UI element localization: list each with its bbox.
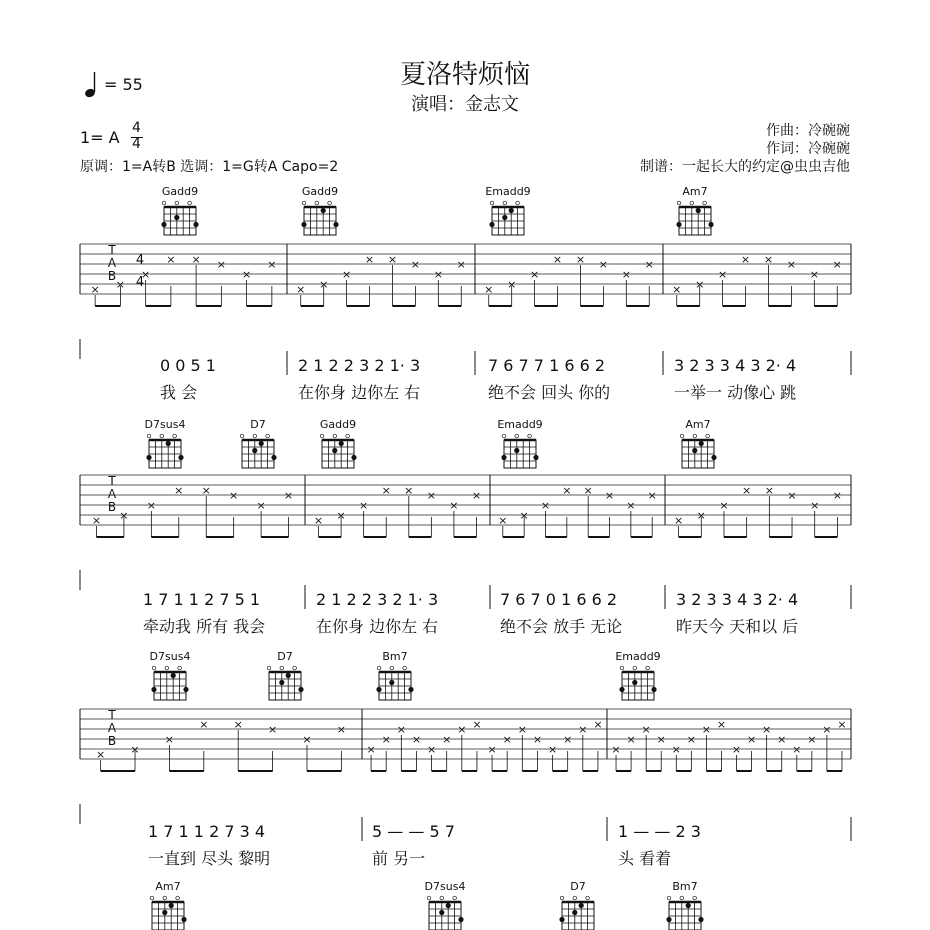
open-string-mark: [147, 434, 151, 438]
open-string-mark: [667, 896, 671, 900]
tab-note: ×: [672, 283, 682, 296]
tab-note: ×: [313, 514, 324, 527]
key-info: 原调：1=A转B 选调：1=G转A Capo=2: [80, 159, 339, 175]
tab-note: ×: [507, 278, 517, 291]
finger-dot: [376, 687, 381, 692]
open-string-mark: [502, 434, 506, 438]
tab-note: ×: [433, 268, 443, 281]
tab-note: ×: [647, 489, 657, 502]
open-string-mark: [677, 201, 681, 205]
finger-dot: [489, 222, 494, 227]
open-string-mark: [633, 666, 637, 670]
open-string-mark: [173, 434, 177, 438]
lyric-line: 绝不会 回头 你的: [488, 383, 611, 402]
tab-note: ×: [671, 743, 681, 756]
tab-note: ×: [719, 499, 729, 512]
chord-name: Emadd9: [615, 650, 661, 663]
open-string-mark: [516, 201, 520, 205]
finger-dot: [174, 215, 179, 220]
chord-name: D7sus4: [424, 880, 466, 893]
chord-diagram: [680, 434, 716, 468]
chord-diagram: [619, 666, 656, 700]
chord-diagram: [376, 666, 413, 700]
tab-note: ×: [746, 733, 757, 746]
finger-dot: [559, 917, 564, 922]
finger-dot: [271, 455, 276, 460]
open-string-mark: [315, 201, 319, 205]
tab-note: ×: [777, 733, 787, 746]
finger-dot: [692, 448, 697, 453]
open-string-mark: [503, 201, 507, 205]
tab-note: ×: [96, 748, 106, 761]
open-string-mark: [646, 666, 650, 670]
open-string-mark: [453, 896, 457, 900]
finger-dot: [698, 917, 703, 922]
open-string-mark: [620, 666, 624, 670]
finger-dot: [666, 917, 671, 922]
lyricist-credit: 作词：冷碗碗: [766, 141, 850, 157]
finger-dot: [572, 910, 577, 915]
tab-note: ×: [547, 743, 558, 756]
finger-dot: [651, 687, 656, 692]
tab-note: ×: [336, 723, 346, 736]
finger-dot: [676, 222, 681, 227]
chord-diagram: [427, 896, 463, 930]
tab-clef-letter: B: [107, 500, 117, 514]
open-string-mark: [706, 434, 710, 438]
finger-dot: [183, 687, 188, 692]
open-string-mark: [377, 666, 381, 670]
open-string-mark: [266, 434, 270, 438]
tab-note: ×: [832, 489, 842, 502]
jianpu-measure: 3 2 3 3 4 3 2· 4: [676, 590, 799, 609]
lyric-line: 在你身 边你左 右: [316, 617, 439, 636]
tab-note: ×: [366, 743, 376, 756]
tab-note: ×: [457, 723, 467, 736]
open-string-mark: [560, 896, 564, 900]
open-string-mark: [490, 201, 494, 205]
tab-note: ×: [166, 253, 176, 266]
finger-dot: [514, 448, 519, 453]
tab-note: ×: [174, 484, 184, 497]
finger-dot: [696, 208, 701, 213]
open-string-mark: [573, 896, 577, 900]
tab-note: ×: [319, 278, 329, 291]
tab-note: ×: [786, 258, 796, 271]
open-string-mark: [320, 434, 324, 438]
tab-note: ×: [810, 499, 820, 512]
finger-dot: [171, 673, 176, 678]
open-string-mark: [160, 434, 164, 438]
chord-name: Bm7: [382, 650, 408, 663]
jianpu-measure: 2 1 2 2 3 2 1· 3: [316, 590, 439, 609]
chord-name: D7: [570, 880, 586, 893]
tab-note: ×: [519, 509, 529, 522]
time-sig-bottom: 4: [132, 136, 141, 152]
tab-note: ×: [626, 733, 636, 746]
chord-name: Emadd9: [497, 418, 543, 431]
finger-dot: [446, 903, 451, 908]
tab-note: ×: [832, 258, 842, 271]
finger-dot: [279, 680, 284, 685]
tab-clef-letter: A: [107, 487, 117, 501]
finger-dot: [286, 673, 291, 678]
jianpu-measure: 5 — — 5 7: [372, 822, 455, 841]
tab-note: ×: [740, 253, 751, 266]
tab-note: ×: [742, 484, 752, 497]
chord-diagram: [320, 434, 356, 468]
chord-diagram: [676, 201, 713, 235]
tab-clef-letter: B: [107, 734, 117, 748]
tab-note: ×: [530, 268, 540, 281]
chord-diagram: [161, 201, 198, 235]
open-string-mark: [693, 434, 697, 438]
tab-note: ×: [484, 283, 494, 296]
tab-note: ×: [130, 743, 140, 756]
chord-diagram: [559, 896, 594, 930]
tab-note: ×: [563, 733, 573, 746]
finger-dot: [146, 455, 151, 460]
open-string-mark: [302, 201, 306, 205]
finger-dot: [502, 215, 507, 220]
tab-note: ×: [164, 733, 175, 746]
tab-clef-letter: T: [108, 708, 116, 722]
tab-note: ×: [342, 268, 352, 281]
tab-note: ×: [517, 723, 527, 736]
tab-note: ×: [762, 723, 772, 736]
finger-dot: [333, 222, 338, 227]
chord-name: Emadd9: [485, 185, 531, 198]
open-string-mark: [165, 666, 169, 670]
tab-note: ×: [364, 253, 375, 266]
finger-dot: [579, 903, 584, 908]
finger-dot: [619, 687, 624, 692]
open-string-mark: [403, 666, 407, 670]
chord-diagram: [301, 201, 338, 235]
tab-note: ×: [578, 723, 588, 736]
chord-name: Bm7: [672, 880, 698, 893]
time-sig-top: 4: [132, 120, 141, 136]
open-string-mark: [280, 666, 284, 670]
arranger-credit: 制谱：一起长大的约定@虫虫吉他: [640, 159, 850, 175]
tab-note: ×: [809, 268, 819, 281]
open-string-mark: [150, 896, 154, 900]
finger-dot: [533, 455, 538, 460]
open-string-mark: [515, 434, 519, 438]
open-string-mark: [427, 896, 431, 900]
tab-clef-letter: B: [107, 269, 117, 283]
open-string-mark: [178, 666, 182, 670]
jianpu-measure: 0 0 5 1: [160, 356, 216, 375]
tab-note: ×: [593, 718, 603, 731]
lyric-line: 在你身 边你左 右: [298, 383, 421, 402]
finger-dot: [162, 910, 167, 915]
tab-note: ×: [695, 278, 705, 291]
tab-note: ×: [562, 484, 572, 497]
tab-note: ×: [787, 489, 797, 502]
tab-note: ×: [611, 743, 621, 756]
open-string-mark: [440, 896, 444, 900]
tab-note: ×: [267, 723, 278, 736]
chord-diagram: [240, 434, 276, 468]
open-string-mark: [293, 666, 297, 670]
finger-dot: [699, 441, 704, 446]
lyric-line: 绝不会 放手 无论: [500, 617, 623, 636]
chord-diagram: [267, 666, 303, 700]
open-string-mark: [267, 666, 271, 670]
jianpu-measure: 3 2 3 3 4 3 2· 4: [674, 356, 797, 375]
finger-dot: [389, 680, 394, 685]
tab-clef-letter: A: [107, 256, 117, 270]
lyric-line: 前 另一: [372, 849, 426, 868]
lyric-line: 我 会: [160, 383, 198, 402]
open-string-mark: [163, 896, 167, 900]
open-string-mark: [176, 896, 180, 900]
finger-dot: [301, 222, 306, 227]
finger-dot: [408, 687, 413, 692]
song-title: 夏洛特烦恼: [399, 60, 530, 90]
chord-name: D7sus4: [149, 650, 191, 663]
finger-dot: [252, 448, 257, 453]
finger-dot: [439, 910, 444, 915]
jianpu-measure: 1 7 1 1 2 7 3 4: [148, 822, 266, 841]
open-string-mark: [188, 201, 192, 205]
tab-note: ×: [146, 499, 156, 512]
chord-name: D7sus4: [144, 418, 186, 431]
open-string-mark: [253, 434, 257, 438]
tab-note: ×: [583, 484, 593, 497]
tab-note: ×: [256, 499, 266, 512]
jianpu-measure: 1 — — 2 3: [618, 822, 701, 841]
tab-note: ×: [626, 499, 636, 512]
finger-dot: [193, 222, 198, 227]
chord-diagram: [489, 201, 524, 235]
tab-time-sig: 4: [135, 253, 145, 268]
finger-dot: [259, 441, 264, 446]
tab-note: ×: [764, 484, 774, 497]
tab-note: ×: [471, 489, 482, 502]
finger-dot: [509, 208, 514, 213]
finger-dot: [181, 917, 186, 922]
tab-note: ×: [336, 509, 346, 522]
tab-note: ×: [141, 268, 151, 281]
tab-note: ×: [426, 489, 436, 502]
tab-note: ×: [472, 718, 482, 731]
chord-diagram: [666, 896, 703, 930]
finger-dot: [339, 441, 344, 446]
tab-note: ×: [696, 509, 706, 522]
tab-note: ×: [90, 283, 100, 296]
chord-name: Gadd9: [319, 418, 357, 431]
open-string-mark: [528, 434, 532, 438]
tab-note: ×: [532, 733, 543, 746]
finger-dot: [298, 687, 303, 692]
tab-note: ×: [283, 489, 294, 502]
tab-note: ×: [763, 253, 774, 266]
tab-note: ×: [381, 733, 391, 746]
finger-dot: [708, 222, 713, 227]
chord-name: Gadd9: [161, 185, 199, 198]
jianpu-measure: 2 1 2 2 3 2 1· 3: [298, 356, 421, 375]
tempo-value: = 55: [104, 75, 143, 94]
tab-note: ×: [807, 733, 817, 746]
open-string-mark: [333, 434, 337, 438]
tab-note: ×: [396, 723, 406, 736]
open-string-mark: [680, 434, 684, 438]
tab-clef-letter: A: [107, 721, 117, 735]
tab-note: ×: [674, 514, 684, 527]
tab-note: ×: [381, 484, 391, 497]
open-string-mark: [586, 896, 590, 900]
tab-note: ×: [242, 268, 252, 281]
tab-note: ×: [267, 258, 277, 271]
tab-note: ×: [641, 723, 651, 736]
tab-note: ×: [718, 268, 728, 281]
finger-dot: [178, 455, 183, 460]
finger-dot: [458, 917, 463, 922]
tab-note: ×: [644, 258, 654, 271]
tab-note: ×: [701, 723, 712, 736]
jianpu-measure: 1 7 1 1 2 7 5 1: [143, 590, 261, 609]
finger-dot: [161, 222, 166, 227]
tab-note: ×: [191, 253, 201, 266]
key-signature: 1= A: [80, 128, 120, 147]
chord-diagram: [501, 434, 538, 468]
tab-note: ×: [233, 718, 243, 731]
open-string-mark: [680, 896, 684, 900]
open-string-mark: [690, 201, 694, 205]
finger-dot: [166, 441, 171, 446]
lyric-line: 牵动我 所有 我会: [143, 617, 266, 636]
finger-dot: [351, 455, 356, 460]
tab-note: ×: [598, 258, 608, 271]
tab-note: ×: [296, 283, 306, 296]
tab-note: ×: [502, 733, 512, 746]
tab-note: ×: [822, 723, 832, 736]
open-string-mark: [175, 201, 179, 205]
tab-note: ×: [411, 733, 422, 746]
tab-note: ×: [621, 268, 631, 281]
tab-note: ×: [426, 743, 437, 756]
chord-diagram: [151, 666, 188, 700]
chord-diagram: [146, 434, 183, 468]
tab-note: ×: [837, 718, 847, 731]
jianpu-measure: 7 6 7 7 1 6 6 2: [488, 356, 606, 375]
tab-note: ×: [91, 514, 102, 527]
tab-note: ×: [792, 743, 802, 756]
chord-name: D7: [277, 650, 293, 663]
finger-dot: [711, 455, 716, 460]
finger-dot: [632, 680, 637, 685]
finger-dot: [686, 903, 691, 908]
chord-name: Gadd9: [301, 185, 339, 198]
lyric-line: 头 看着: [618, 849, 672, 868]
open-string-mark: [240, 434, 244, 438]
open-string-mark: [346, 434, 350, 438]
chord-name: Am7: [682, 185, 708, 198]
tab-note: ×: [449, 499, 459, 512]
lyric-line: 一直到 尽头 黎明: [148, 849, 271, 868]
tab-note: ×: [115, 278, 125, 291]
tab-note: ×: [456, 258, 466, 271]
finger-dot: [151, 687, 156, 692]
open-string-mark: [328, 201, 332, 205]
tab-note: ×: [731, 743, 742, 756]
tab-note: ×: [410, 258, 420, 271]
tab-note: ×: [686, 733, 696, 746]
chord-name: D7: [250, 418, 266, 431]
open-string-mark: [703, 201, 707, 205]
finger-dot: [321, 208, 326, 213]
tab-note: ×: [216, 258, 226, 271]
singer-credit: 演唱：金志文: [411, 94, 519, 115]
tab-note: ×: [302, 733, 312, 746]
tab-time-sig: 4: [135, 275, 145, 290]
tab-note: ×: [442, 733, 452, 746]
tab-note: ×: [575, 253, 586, 266]
chord-diagram: [150, 896, 186, 930]
tab-note: ×: [487, 743, 497, 756]
lyric-line: 昨天今 天和以 后: [676, 617, 799, 636]
tab-note: ×: [229, 489, 239, 502]
tab-note: ×: [359, 499, 369, 512]
open-string-mark: [152, 666, 156, 670]
tab-note: ×: [540, 499, 551, 512]
tab-note: ×: [552, 253, 563, 266]
open-string-mark: [693, 896, 697, 900]
tab-note: ×: [604, 489, 615, 502]
tab-note: ×: [498, 514, 508, 527]
open-string-mark: [390, 666, 394, 670]
tab-note: ×: [656, 733, 666, 746]
tab-note: ×: [201, 484, 211, 497]
jianpu-measure: 7 6 7 0 1 6 6 2: [500, 590, 618, 609]
composer-credit: 作曲：冷碗碗: [766, 123, 850, 139]
tab-note: ×: [119, 509, 129, 522]
tab-note: ×: [404, 484, 414, 497]
tab-note: ×: [716, 718, 727, 731]
tab-note: ×: [387, 253, 398, 266]
finger-dot: [169, 903, 174, 908]
finger-dot: [501, 455, 506, 460]
chord-name: Am7: [685, 418, 711, 431]
tab-clef-letter: T: [108, 474, 116, 488]
chord-name: Am7: [155, 880, 181, 893]
open-string-mark: [162, 201, 166, 205]
tab-clef-letter: T: [108, 243, 116, 257]
lyric-line: 一举一 动像心 跳: [674, 383, 797, 402]
finger-dot: [332, 448, 337, 453]
tab-note: ×: [199, 718, 209, 731]
